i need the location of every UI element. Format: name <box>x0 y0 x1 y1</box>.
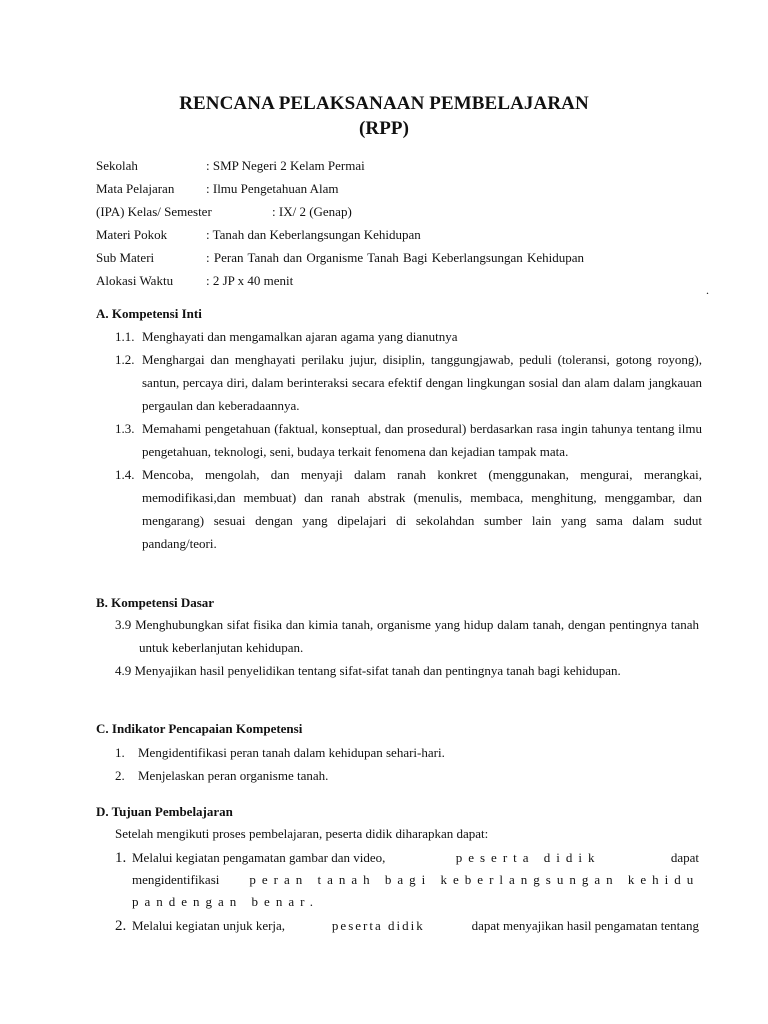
item-text: Mencoba, mengolah, dan menyaji dalam ranah konkret (menggunakan, mengurai, merangkai, memodifikasi,dan membuat) dan ranah abstrak (menulis, membaca, menghitung, menggambar, dan mengarang) sesuai dengan yang dipelajari di sekolahdan sumber lain yang sama dalam sudut pandang/teori. <box>142 467 702 551</box>
tujuan-item-2 <box>115 915 699 937</box>
item-text: Mengidentifikasi peran tanah dalam kehidupan sehari-hari. <box>138 745 445 760</box>
item-number: 1.4. <box>115 467 135 482</box>
text-run: pandengan benar. <box>132 894 319 909</box>
text-run: peran tanah bagi keberlangsungan kehidu <box>249 872 700 887</box>
text-run: Melalui kegiatan unjuk kerja, <box>132 918 286 933</box>
item-number: 1. <box>115 745 125 760</box>
kompetensi-inti-list <box>115 325 702 555</box>
list-item <box>115 613 699 659</box>
meta-key: Alokasi Waktu <box>96 273 174 288</box>
item-number: 1.2. <box>115 352 135 367</box>
stray-dot: . <box>706 283 709 297</box>
meta-value: : Ilmu Pengetahuan Alam <box>206 181 339 196</box>
meta-key: Materi Pokok <box>96 227 168 242</box>
item-text: Menjelaskan peran organisme tanah. <box>138 768 329 783</box>
tujuan-line-1 <box>132 847 699 869</box>
meta-key: (IPA) Kelas/ Semester <box>96 204 212 219</box>
item-text <box>115 659 699 682</box>
meta-value: : SMP Negeri 2 Kelam Permai <box>206 158 365 173</box>
meta-key: Mata Pelajaran <box>96 181 175 196</box>
section-heading-c: C. Indikator Pencapaian Kompetensi <box>96 721 303 736</box>
item-number: 1.1. <box>115 329 135 344</box>
item-number: 4.9 <box>115 663 132 678</box>
item-number: 2. <box>115 918 127 934</box>
section-heading-b: B. Kompetensi Dasar <box>96 595 215 610</box>
list-item <box>115 417 702 463</box>
item-body: Menyajikan hasil penyelidikan tentang sifat-sifat tanah dan pentingnya tanah bagi kehidupan. <box>134 663 621 678</box>
tujuan-item-1 <box>115 847 699 913</box>
item-number: 2. <box>115 768 125 783</box>
tujuan-line-2 <box>132 869 699 891</box>
list-item <box>115 348 702 417</box>
document-subtitle: (RPP) <box>358 118 410 139</box>
text-run: dapat menyajikan hasil pengamatan tentang <box>471 918 699 933</box>
text-run: dapat <box>670 850 699 865</box>
item-number: 3.9 <box>115 617 132 632</box>
section-heading-d: D. Tujuan Pembelajaran <box>96 804 233 819</box>
text-run: peserta didik <box>331 918 425 933</box>
item-text: Memahami pengetahuan (faktual, konseptual, dan prosedural) berdasarkan rasa ingin tahunya tentang ilmu pengetahuan, teknologi, seni, budaya terkait fenomena dan kejadian tampak mata. <box>142 421 702 459</box>
meta-value: : 2 JP x 40 menit <box>206 273 294 288</box>
meta-value: : Peran Tanah dan Organisme Tanah Bagi Keberlangsungan Kehidupan <box>206 250 585 265</box>
item-body: Menghubungkan sifat fisika dan kimia tanah, organisme yang hidup dalam tanah, dengan pentingnya tanah untuk keberlanjutan kehidupan. <box>135 617 700 655</box>
meta-key: Sub Materi <box>96 250 155 265</box>
item-text <box>115 613 700 659</box>
item-number: 1. <box>115 850 127 866</box>
text-run: peserta didik <box>455 850 601 865</box>
meta-value: : Tanah dan Keberlangsungan Kehidupan <box>206 227 421 242</box>
item-number: 1.3. <box>115 421 135 436</box>
list-item <box>115 463 702 555</box>
tujuan-line-1 <box>132 915 699 937</box>
document-title: RENCANA PELAKSANAAN PEMBELAJARAN <box>179 93 589 114</box>
text-run: mengidentifikasi <box>132 872 220 887</box>
section-heading-a: A. Kompetensi Inti <box>96 306 202 321</box>
tujuan-intro: Setelah mengikuti proses pembelajaran, peserta didik diharapkan dapat: <box>115 826 489 841</box>
list-item <box>115 741 699 764</box>
meta-key: Sekolah <box>96 158 138 173</box>
list-item <box>115 325 702 348</box>
item-text: Menghargai dan menghayati perilaku jujur, disiplin, tanggungjawab, peduli (toleransi, gotong royong), santun, percaya diri, dalam berinteraksi secara efektif dengan lingkungan sosial dan alam dalam jangkauan pergaulan dan keberadaannya. <box>142 352 702 413</box>
meta-value: : IX/ 2 (Genap) <box>272 204 352 219</box>
item-text: Menghayati dan mengamalkan ajaran agama yang dianutnya <box>142 329 458 344</box>
text-run: Melalui kegiatan pengamatan gambar dan video, <box>132 850 386 865</box>
list-item <box>115 764 699 787</box>
kompetensi-dasar-list <box>115 613 699 682</box>
tujuan-line-3 <box>132 891 699 913</box>
list-item <box>115 659 699 682</box>
indikator-list <box>115 741 699 787</box>
